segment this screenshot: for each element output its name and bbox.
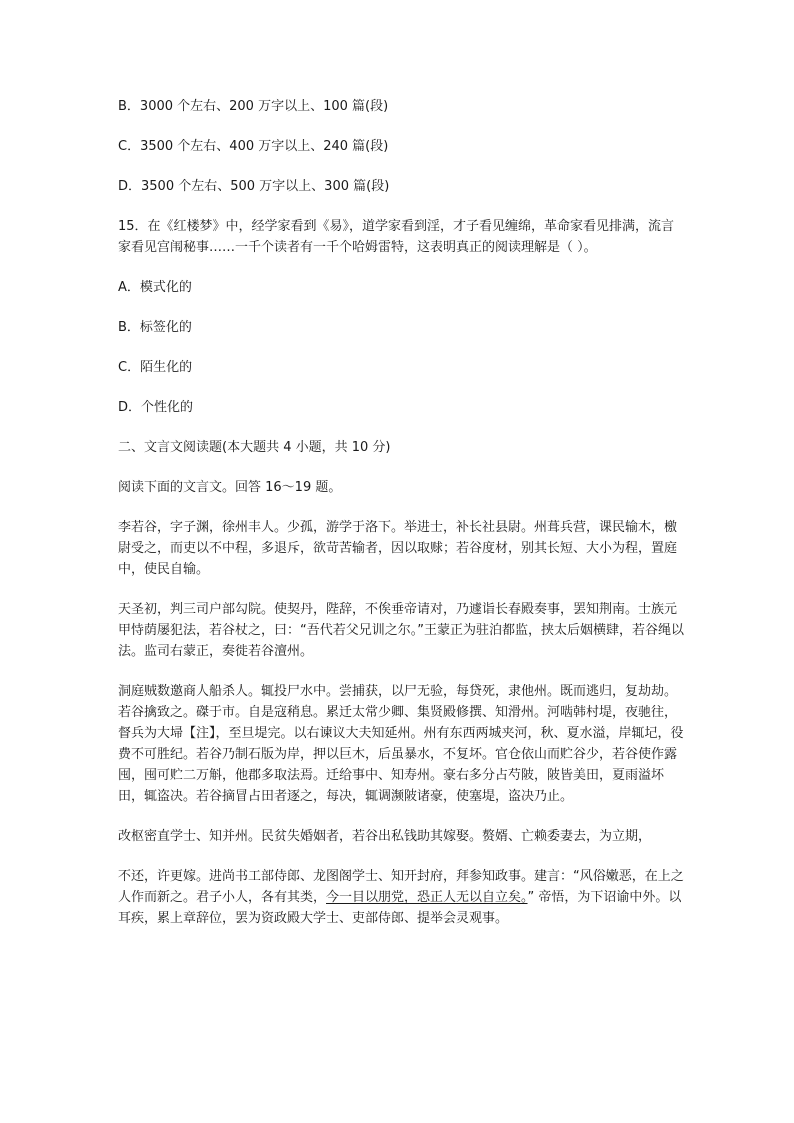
option-c-q14: C．3500 个左右、400 万字以上、240 篇(段)	[118, 139, 389, 154]
passage-paragraph-4: 改枢密直学士、知并州。民贫失婚姻者，若谷出私钱助其嫁娶。赘婿、亡赖委妻去，为立期，	[118, 829, 652, 844]
option-a-q15: A．模式化的	[118, 280, 192, 295]
passage-paragraph-3: 洞庭贼数邀商人船杀人。辄投尸水中。尝捕获，以尸无验，每贷死，隶他州。既而逃归，复劫劫。若谷擒致之。磔于市。自是寇稍息。累迁太常少卿、集贤殿修撰、知滑州。河啮韩村堤，夜驰往，督兵为大埽【注】，至旦堤完。以右谏议大夫知延州。州有东西两城夹河，秋、夏水溢，岸辄圮，役费不可胜纪。若谷乃制石版为岸，押以巨木，后虽暴水，不复坏。官仓依山而贮谷少，若谷使作露囤，囤可贮二万斛，他郡多取法焉。迁给事中、知寿州。豪右多分占芍陂，陂皆美田，夏雨溢坏田，辄盗决。若谷摘冒占田者逐之，每决，辄调濒陂诸豪，使塞堤，盗决乃止。	[118, 684, 684, 804]
option-c-q15: C．陌生化的	[118, 360, 193, 375]
passage-paragraph-5	[118, 866, 684, 929]
question-15-stem: 15．在《红楼梦》中，经学家看到《易》，道学家看到淫，才子看见缠绵，革命家看见排满，流言家看见宫闱秘事……一千个读者有一千个哈姆雷特，这表明真正的阅读理解是（ ）。	[118, 219, 675, 255]
option-b-q15: B．标签化的	[118, 320, 192, 335]
document-page	[118, 96, 684, 929]
section-2-instruction: 阅读下面的文言文。回答 16～19 题。	[118, 480, 342, 495]
passage-paragraph-2: 天圣初，判三司户部勾院。使契丹，陛辞，不俟垂帝请对，乃遽诣长春殿奏事，罢知荆南。士族元甲恃荫屡犯法，若谷杖之，曰：“吾代若父兄训之尔。”王蒙正为驻泊都监，挟太后姻横肆，若谷绳以法。监司右蒙正，奏徙若谷澶州。	[118, 602, 684, 659]
passage-paragraph-5-part-2: ” 帝悟，为下诏谕中外。以耳疾，累上章辞位，罢为资政殿大学士、吏部侍郎、提举会灵观事。	[118, 890, 682, 926]
passage-paragraph-5-part-1: 不还，许更嫁。进尚书工部侍郎、龙图阁学士、知开封府，拜参知政事。建言：“风俗嫩恶，在上之人作而新之。君子小人，各有其类，	[118, 869, 684, 905]
underlined-sentence: 今一目以朋党，恐正人无以自立矣。	[326, 890, 528, 905]
option-d-q15: D．个性化的	[118, 400, 194, 415]
section-2-title: 二、文言文阅读题(本大题共 4 小题，共 10 分)	[118, 440, 391, 455]
option-d-q14: D．3500 个左右、500 万字以上、300 篇(段)	[118, 179, 390, 194]
passage-paragraph-1: 李若谷，字子渊，徐州丰人。少孤，游学于洛下。举进士，补长社县尉。州葺兵营，课民输木，檄尉受之，而吏以不中程，多退斥，欲苛苦输者，因以取赇；若谷度材，别其长短、大小为程，置庭中，使民自输。	[118, 520, 678, 577]
option-b-q14: B．3000 个左右、200 万字以上、100 篇(段)	[118, 99, 389, 114]
